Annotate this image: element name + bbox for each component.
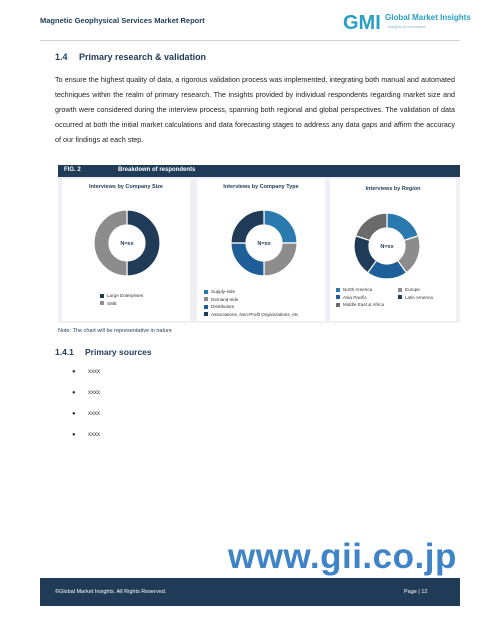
chart-title-size: Interviews by Company Size — [89, 184, 163, 190]
footer-copyright: ©Global Market Insights. All Rights Reserved. — [55, 589, 167, 595]
pie-center-label: N=xx — [120, 241, 134, 247]
legend-type — [204, 288, 298, 318]
subsection-number: 1.4.1 — [55, 347, 74, 357]
legend-item: Large Enterprises — [100, 292, 143, 300]
subsection-heading — [55, 347, 152, 357]
legend-item: Middle East & Africa — [336, 302, 384, 307]
pie-chart-region — [352, 211, 422, 281]
report-title: Magnetic Geophysical Services Market Report — [40, 16, 205, 25]
pie-slice-associations-non-profit-organizations-etc — [231, 210, 264, 243]
figure-title: Breakdown of respondents — [118, 167, 196, 173]
logo-text: Global Market Insights — [385, 13, 471, 22]
chart-title-type: Interviews by Company Type — [223, 184, 299, 190]
pie-slice-distributors — [231, 243, 264, 276]
chart-note: Note: The chart will be representative in nature — [58, 328, 172, 334]
legend-item: Supply-side — [204, 288, 298, 296]
pie-slice-supply-side — [264, 210, 297, 243]
chart-title-region: Interviews by Region — [365, 186, 421, 192]
list-item: ● xxxx — [72, 411, 100, 417]
legend-item: Demand-side — [204, 296, 298, 304]
list-item: ● xxxx — [72, 369, 100, 375]
section-heading — [55, 52, 206, 62]
figure-label: FIG. 2 — [64, 167, 81, 173]
svg-text:GMI: GMI — [343, 12, 381, 33]
legend-size — [100, 292, 143, 307]
header-divider — [40, 40, 460, 41]
section-title: Primary research & validation — [79, 52, 207, 62]
legend-item: SME — [100, 300, 143, 308]
footer-page-number: Page | 12 — [404, 589, 428, 595]
figure-header — [58, 165, 460, 177]
subsection-title: Primary sources — [85, 347, 152, 357]
legend-region — [336, 286, 454, 309]
legend-item: Associations, Non-Profit Organizations, etc — [204, 311, 298, 319]
list-item: ● xxxx — [72, 432, 100, 438]
gmi-logo-icon — [343, 11, 383, 33]
legend-item: Asia Pacific — [336, 294, 398, 302]
legend-item: Distributors — [204, 303, 298, 311]
pie-chart-type — [229, 208, 299, 278]
pie-chart-size — [92, 208, 162, 278]
pie-slice-middle-east-africa — [356, 213, 387, 240]
pie-slice-demand-side — [264, 243, 297, 276]
watermark-url: www.gii.co.jp — [228, 537, 457, 576]
list-item: ● xxxx — [72, 390, 100, 396]
legend-item: Latin America — [398, 295, 433, 300]
legend-item: Europe — [398, 287, 420, 292]
section-paragraph: To ensure the highest quality of data, a rigorous validation process was implemented, integrating both manual and automated techniques within the realm of primary research. The insights provided by individual respondents regarding market size and growth were considered during the interview process, spanning both regional and global perspectives. The validation of data occurred at both the initial market calculations and data forecasting stages to address any data gaps and affirm the accuracy of our findings at each step. — [55, 75, 455, 144]
legend-item: North America — [336, 286, 398, 294]
logo-tagline: Insights to Innovation — [388, 24, 426, 29]
section-number: 1.4 — [55, 52, 68, 62]
pie-center-label: N=xx — [257, 241, 271, 247]
pie-slice-north-america — [387, 213, 418, 240]
pie-center-label: N=xx — [380, 244, 394, 250]
